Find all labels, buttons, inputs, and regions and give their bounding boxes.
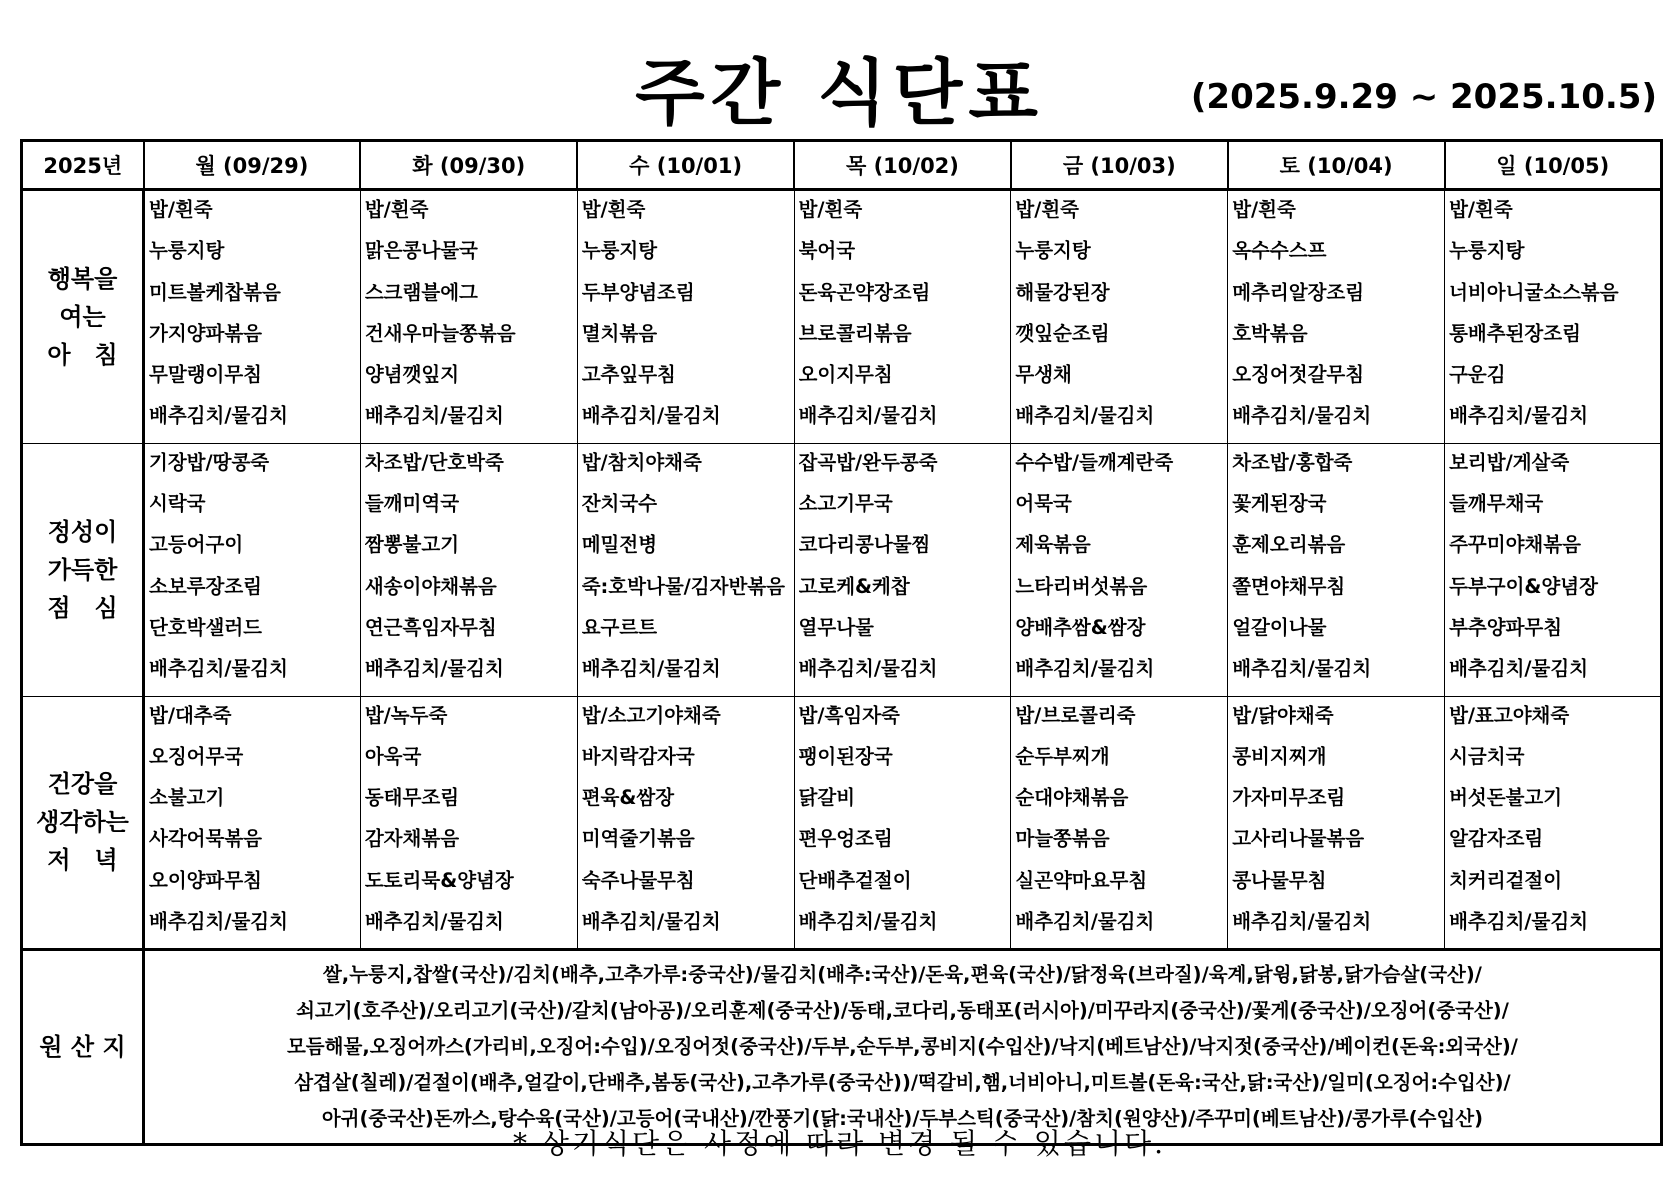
menu-cell: [1228, 443, 1445, 696]
dish-item: 건새우마늘쫑볶음: [364, 321, 516, 345]
day-header: 금 (10/03): [1011, 141, 1228, 190]
menu-cell: [577, 696, 794, 950]
meal-label: [22, 190, 144, 444]
dish-item: 훈제오리볶음: [1232, 533, 1346, 557]
dish-item: 잔치국수: [581, 492, 658, 516]
weekly-menu-table: [20, 139, 1663, 1146]
dish-item: 누룽지탕: [1015, 239, 1091, 263]
dish-list: [145, 444, 360, 696]
dish-item: 구운김: [1449, 363, 1506, 387]
dish-item: 아욱국: [364, 744, 422, 768]
dish-item: 닭갈비: [798, 786, 856, 810]
menu-cell: [577, 190, 794, 444]
dish-item: 밥/녹두죽: [364, 703, 448, 727]
dish-item: 스크램블에그: [364, 280, 478, 304]
dish-item: 두부양념조림: [581, 280, 695, 304]
dish-item: 통배추된장조림: [1449, 321, 1581, 345]
menu-cell: [577, 443, 794, 696]
menu-cell: [144, 696, 361, 950]
dish-item: 버섯돈불고기: [1449, 786, 1563, 810]
dish-item: 들깨무채국: [1449, 492, 1544, 516]
day-header: 목 (10/02): [794, 141, 1011, 190]
origin-info: [144, 950, 1662, 1145]
dish-item: 차조밥/홍합죽: [1232, 450, 1353, 474]
dish-item: 요구르트: [581, 615, 658, 639]
dish-item: 어묵국: [1015, 492, 1072, 516]
meal-label-line: 여는: [59, 302, 106, 331]
dish-item: 브로콜리볶음: [798, 321, 912, 345]
menu-period: (2025.9.29 ~ 2025.10.5): [1190, 77, 1657, 117]
dish-item: 배추김치/물김치: [1449, 404, 1589, 428]
dish-list: [361, 697, 577, 949]
dish-item: 기장밥/땅콩죽: [149, 450, 270, 474]
dish-list: [578, 697, 794, 949]
dish-item: 사각어묵볶음: [149, 827, 263, 851]
change-notice: * 상기식단은 사정에 따라 변경 될 수 있습니다.: [512, 1127, 1167, 1160]
dish-item: 메밀전병: [581, 533, 658, 557]
dish-item: 배추김치/물김치: [149, 404, 288, 428]
dish-item: 잡곡밥/완두콩죽: [798, 450, 938, 474]
dish-item: 배추김치/물김치: [798, 404, 938, 428]
dish-list: [578, 444, 794, 696]
dish-item: 오이양파무침: [149, 868, 263, 892]
dish-item: 배추김치/물김치: [1232, 910, 1372, 934]
menu-cell: [1445, 190, 1662, 444]
dish-list: [361, 444, 577, 696]
dish-list: [1445, 444, 1660, 696]
menu-cell: [794, 190, 1011, 444]
dish-list: [795, 191, 1011, 443]
dish-item: 밥/흰죽: [581, 198, 646, 221]
dish-item: 배추김치/물김치: [1449, 910, 1589, 934]
dish-item: 배추김치/물김치: [364, 910, 504, 934]
dish-item: 소보루장조림: [149, 574, 263, 598]
dish-item: 고로케&케찹: [798, 574, 910, 598]
menu-cell: [1011, 443, 1228, 696]
dish-item: 오징어젓갈무침: [1232, 363, 1365, 387]
dish-item: 고등어구이: [149, 533, 244, 557]
dish-item: 밥/참치야채죽: [581, 450, 702, 474]
dish-list: [795, 697, 1011, 949]
dish-item: 깻잎순조림: [1015, 321, 1110, 345]
dish-item: 무말랭이무침: [149, 363, 263, 387]
dish-list: [1011, 697, 1227, 949]
dish-item: 코다리콩나물찜: [798, 533, 931, 557]
dish-item: 배추김치/물김치: [364, 657, 504, 681]
dish-item: 얼갈이나물: [1232, 615, 1327, 639]
dish-item: 양념깻잎지: [364, 363, 460, 387]
menu-cell: [1011, 696, 1228, 950]
dish-item: 밥/브로콜리죽: [1015, 703, 1136, 727]
dish-item: 새송이야채볶음: [364, 574, 497, 598]
menu-cell: [144, 443, 361, 696]
dish-item: 밥/대추죽: [149, 703, 232, 727]
meal-label-line: 점 심: [47, 593, 118, 622]
dish-item: 소불고기: [149, 786, 225, 810]
meal-label: [22, 696, 144, 950]
dish-item: 누룽지탕: [1449, 239, 1525, 263]
dish-item: 가지양파볶음: [149, 321, 263, 345]
dish-item: 오이지무침: [798, 363, 893, 387]
dish-item: 누룽지탕: [581, 239, 658, 263]
dish-item: 밥/표고야채죽: [1449, 703, 1570, 727]
origin-line: 삼겹살(칠레)/겉절이(배추,얼갈이,단배추,봄동(국산),고추가루(중국산))/떡갈비,햄,너비아니,미트볼(돈육:국산,닭:국산)/일미(오징어:수입산)/: [294, 1071, 1511, 1095]
dish-item: 두부구이&양념장: [1449, 574, 1598, 598]
origin-line: 쌀,누룽지,찹쌀(국산)/김치(배추,고추가루:중국산)/물김치(배추:국산)/돈육,편육(국산)/닭정육(브라질)/육계,닭윙,닭봉,닭가슴살(국산)/: [322, 963, 1482, 987]
page-title: 주간 식단표: [635, 51, 1044, 135]
dish-list: [1011, 444, 1227, 696]
day-header: 토 (10/04): [1228, 141, 1445, 190]
menu-cell: [794, 696, 1011, 950]
meal-label-line: 가득한: [47, 555, 118, 584]
meal-label-line: 아 침: [47, 340, 118, 369]
dish-item: 수수밥/들깨계란죽: [1015, 450, 1174, 474]
menu-cell: [360, 443, 577, 696]
dish-item: 미트볼케찹볶음: [149, 280, 281, 304]
dish-item: 양배추쌈&쌈장: [1015, 615, 1146, 639]
dish-item: 들깨미역국: [364, 492, 460, 516]
dish-item: 고사리나물볶음: [1232, 827, 1365, 851]
dish-item: 배추김치/물김치: [149, 910, 288, 934]
meal-label-line: 생각하는: [36, 808, 129, 837]
dish-item: 보리밥/게살죽: [1449, 450, 1570, 474]
dish-item: 고추잎무침: [581, 363, 676, 387]
dish-list: [1445, 697, 1660, 949]
dish-item: 짬뽕불고기: [364, 533, 460, 557]
day-header: 화 (09/30): [360, 141, 577, 190]
dish-item: 밥/닭야채죽: [1232, 703, 1334, 727]
menu-cell: [1011, 190, 1228, 444]
dish-item: 배추김치/물김치: [1232, 404, 1372, 428]
dish-item: 콩비지찌개: [1232, 744, 1327, 768]
dish-item: 배추김치/물김치: [798, 910, 938, 934]
dish-item: 돈육곤약장조림: [798, 280, 931, 304]
meal-label-line: 건강을: [47, 770, 118, 799]
day-header-row: [22, 141, 1662, 190]
dish-list: [1228, 191, 1444, 443]
dish-item: 시금치국: [1449, 744, 1525, 768]
dish-item: 오징어무국: [149, 744, 244, 768]
dish-item: 옥수수스프: [1232, 239, 1327, 263]
dish-item: 배추김치/물김치: [149, 657, 288, 681]
origin-row: [22, 950, 1662, 1145]
meal-label-line: 정성이: [47, 517, 118, 546]
dish-item: 치커리겉절이: [1449, 868, 1563, 892]
dish-item: 감자채볶음: [364, 827, 460, 851]
origin-line: 모듬해물,오징어까스(가리비,오징어:수입)/오징어젓(중국산)/두부,순두부,콩비지(수입산)/낙지(베트남산)/낙지젓(중국산)/베이컨(돈육:외국산)/: [286, 1035, 1518, 1059]
dish-item: 편우엉조림: [798, 827, 893, 851]
dish-item: 밥/흰죽: [364, 198, 429, 221]
dish-list: [361, 191, 577, 443]
menu-cell: [360, 696, 577, 950]
dish-item: 북어국: [798, 239, 856, 263]
dish-item: 숙주나물무침: [581, 868, 695, 892]
dish-item: 멸치볶음: [581, 321, 658, 345]
dish-item: 주꾸미야채볶음: [1449, 533, 1581, 557]
dish-item: 도토리묵&양념장: [364, 868, 514, 892]
menu-cell: [794, 443, 1011, 696]
dish-item: 배추김치/물김치: [798, 657, 938, 681]
dish-item: 콩나물무침: [1232, 868, 1327, 892]
dish-item: 꽃게된장국: [1232, 492, 1327, 516]
dish-item: 열무나물: [798, 615, 874, 639]
dish-item: 배추김치/물김치: [1232, 657, 1372, 681]
dish-item: 배추김치/물김치: [1015, 910, 1155, 934]
dish-item: 밥/흰죽: [1232, 198, 1296, 221]
dish-item: 팽이된장국: [798, 744, 893, 768]
dish-list: [145, 191, 360, 443]
dish-list: [795, 444, 1011, 696]
dish-item: 밥/흰죽: [149, 198, 213, 221]
dish-list: [145, 697, 360, 949]
dish-item: 누룽지탕: [149, 239, 225, 263]
dish-item: 맑은콩나물국: [364, 239, 478, 263]
dish-item: 배추김치/물김치: [1449, 657, 1589, 681]
dish-item: 배추김치/물김치: [581, 657, 721, 681]
dish-list: [578, 191, 794, 443]
menu-cell: [360, 190, 577, 444]
dish-item: 실곤약마요무침: [1015, 868, 1148, 892]
dish-item: 호박볶음: [1232, 321, 1308, 345]
dish-item: 마늘쫑볶음: [1015, 827, 1110, 851]
dish-list: [1011, 191, 1227, 443]
dish-item: 미역줄기볶음: [581, 827, 695, 851]
dish-item: 밥/소고기야채죽: [581, 703, 721, 727]
menu-cell: [1228, 696, 1445, 950]
dish-item: 쫄면야채무침: [1232, 574, 1346, 598]
menu-cell: [144, 190, 361, 444]
meal-row-dinner: [22, 696, 1662, 950]
menu-cell: [1445, 696, 1662, 950]
dish-item: 너비아니굴소스볶음: [1449, 280, 1619, 304]
meal-label: [22, 443, 144, 696]
dish-item: 순두부찌개: [1015, 744, 1110, 768]
dish-item: 부추양파무침: [1449, 615, 1563, 639]
dish-item: 밥/흰죽: [1449, 198, 1513, 221]
origin-label: 원 산 지: [22, 950, 144, 1145]
menu-cell: [1445, 443, 1662, 696]
dish-item: 밥/흰죽: [1015, 198, 1080, 221]
day-header: 월 (09/29): [144, 141, 361, 190]
dish-item: 단호박샐러드: [149, 615, 263, 639]
day-header: 일 (10/05): [1445, 141, 1662, 190]
dish-item: 소고기무국: [798, 492, 893, 516]
origin-line: 쇠고기(호주산)/오리고기(국산)/갈치(남아공)/오리훈제(중국산)/동태,코다리,동태포(러시아)/미꾸라지(중국산)/꽃게(중국산)/오징어(중국산)/: [296, 999, 1509, 1023]
dish-item: 순대야채볶음: [1015, 786, 1129, 810]
meal-row-breakfast: [22, 190, 1662, 444]
dish-item: 배추김치/물김치: [1015, 657, 1155, 681]
dish-item: 차조밥/단호박죽: [364, 450, 504, 474]
day-header: 수 (10/01): [577, 141, 794, 190]
dish-item: 단배추겉절이: [798, 868, 912, 892]
dish-list: [1228, 697, 1444, 949]
dish-item: 밥/흑임자죽: [798, 703, 900, 727]
dish-list: [1445, 191, 1660, 443]
meal-row-lunch: [22, 443, 1662, 696]
dish-item: 느타리버섯볶음: [1015, 574, 1148, 598]
dish-item: 동태무조림: [364, 786, 460, 810]
dish-item: 배추김치/물김치: [581, 910, 721, 934]
dish-item: 바지락감자국: [581, 744, 695, 768]
dish-item: 죽:호박나물/김자반볶음: [581, 574, 785, 598]
dish-item: 제육볶음: [1015, 533, 1091, 557]
meal-label-line: 저 녁: [47, 846, 118, 875]
dish-item: 해물강된장: [1015, 280, 1110, 304]
dish-item: 편육&쌈장: [581, 786, 675, 810]
dish-list: [1228, 444, 1444, 696]
dish-item: 알감자조림: [1449, 827, 1544, 851]
dish-item: 무생채: [1015, 363, 1072, 387]
dish-item: 메추리알장조림: [1232, 280, 1365, 304]
year-cell: 2025년: [22, 141, 144, 190]
dish-item: 밥/흰죽: [798, 198, 863, 221]
origin-line: 아귀(중국산)돈까스,탕수육(국산)/고등어(국내산)/깐풍기(닭:국내산)/두부스틱(중국산)/참치(원양산)/주꾸미(베트남산)/콩가루(수입산): [321, 1107, 1484, 1131]
dish-item: 배추김치/물김치: [1015, 404, 1155, 428]
dish-item: 연근흑임자무침: [364, 615, 497, 639]
dish-item: 배추김치/물김치: [581, 404, 721, 428]
menu-cell: [1228, 190, 1445, 444]
meal-label-line: 행복을: [47, 264, 118, 293]
dish-item: 시락국: [149, 492, 206, 516]
dish-item: 배추김치/물김치: [364, 404, 504, 428]
dish-item: 가자미무조림: [1232, 786, 1346, 810]
